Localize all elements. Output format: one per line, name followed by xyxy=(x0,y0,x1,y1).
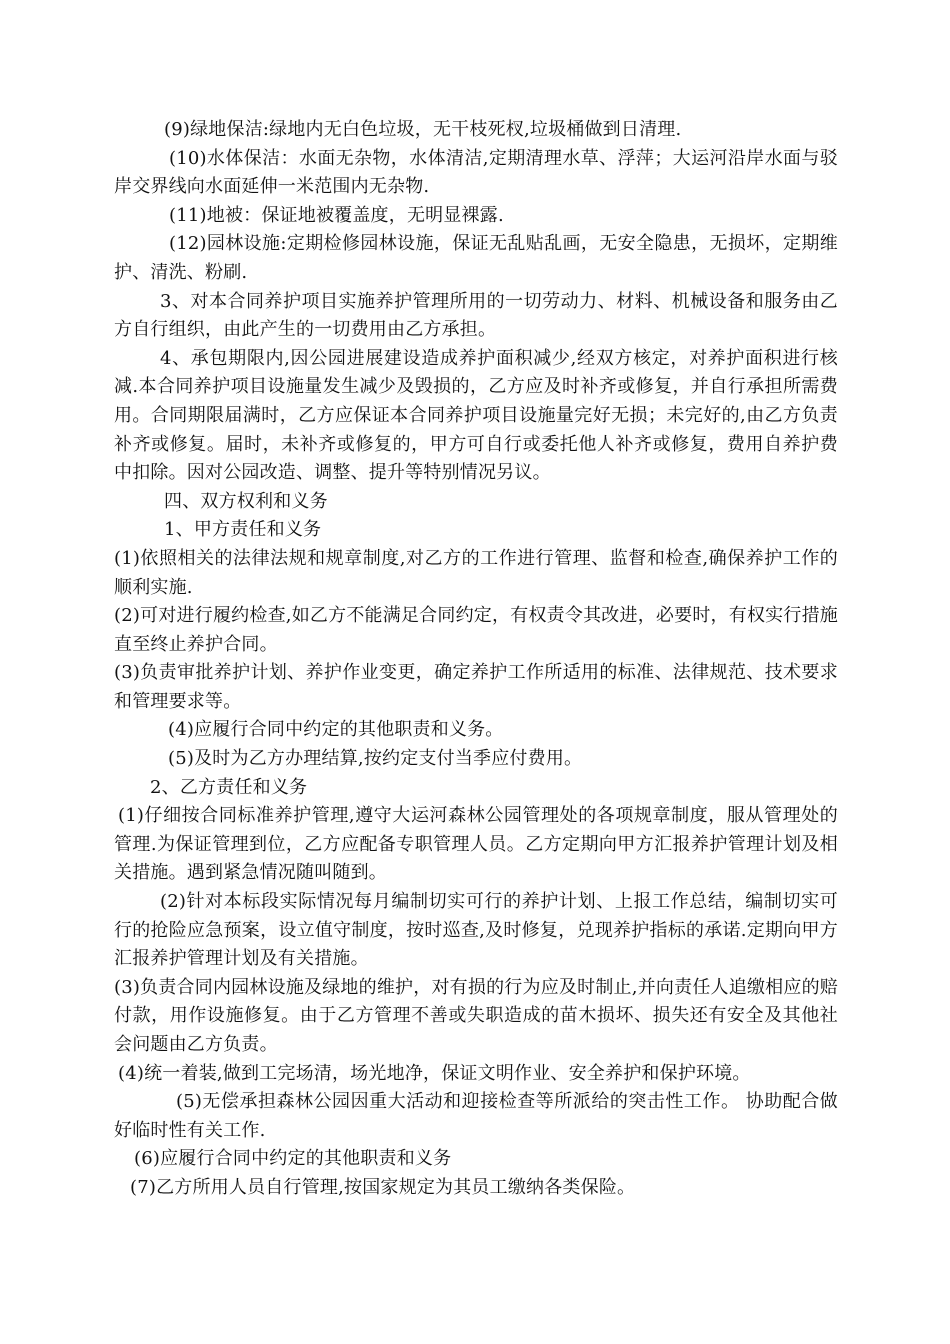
subsection-party-b-duties: 2、乙方责任和义务 xyxy=(150,776,308,798)
party-b-item-1: (1)仔细按合同标准养护管理,遵守大运河森林公园管理处的各项规章制度，服从管理处的管理.为保证管理到位，乙方应配备专职管理人员。乙方定期向甲方汇报养护管理计划及相关措施。遇到紧急情况随叫随到。 xyxy=(114,805,838,884)
party-a-item-2: (2)可对进行履约检查,如乙方不能满足合同约定，有权责令其改进，必要时，有权实行措施直至终止养护合同。 xyxy=(114,605,838,655)
party-a-item-1: (1)依照相关的法律法规和规章制度,对乙方的工作进行管理、监督和检查,确保养护工作的顺利实施. xyxy=(114,547,838,598)
section-heading-rights-obligations: 四、双方权利和义务 xyxy=(164,490,328,512)
party-b-item-7: (7)乙方所用人员自行管理,按国家规定为其员工缴纳各类保险。 xyxy=(130,1176,636,1198)
party-b-item-6: (6)应履行合同中约定的其他职责和义务 xyxy=(134,1148,452,1170)
clause-10-water-cleaning: (10)水体保洁：水面无杂物，水体清洁,定期清理水草、浮萍；大运河沿岸水面与驳岸交界线向水面延伸一米范围内无杂物. xyxy=(114,147,838,198)
party-b-item-5: (5)无偿承担森林公园因重大活动和迎接检查等所派给的突击性工作。 协助配合做好临时性有关工作. xyxy=(114,1091,838,1141)
clause-9-green-cleaning: (9)绿地保洁:绿地内无白色垃圾，无干枝死杈,垃圾桶做到日清理. xyxy=(164,119,682,140)
party-b-item-4: (4)统一着装,做到工完场清，场光地净，保证文明作业、安全养护和保护环境。 xyxy=(118,1062,751,1084)
clause-12-garden-facilities: (12)园林设施:定期检修园林设施，保证无乱贴乱画，无安全隐患，无损坏，定期维护、清洗、粉刷. xyxy=(114,233,838,283)
party-b-item-2: (2)针对本标段实际情况每月编制切实可行的养护计划、上报工作总结，编制切实可行的抢险应急预案，设立值守制度，按时巡查,及时修复，兑现养护指标的承诺.定期向甲方汇报养护管理计划及有关措施。 xyxy=(114,891,838,970)
party-a-item-5: (5)及时为乙方办理结算,按约定支付当季应付费用。 xyxy=(168,748,583,770)
party-b-item-3: (3)负责合同内园林设施及绿地的维护，对有损的行为应及时制止,并向责任人追缴相应的赔付款，用作设施修复。由于乙方管理不善或失职造成的苗木损坏、损失还有安全及其他社会问题由乙方负责。 xyxy=(114,976,838,1055)
clause-4-contract-period: 4、承包期限内,因公园进展建设造成养护面积减少,经双方核定，对养护面积进行核减.本合同养护项目设施量发生减少及毁损的，乙方应及时补齐或修复，并自行承担所需费用。合同期限届满时，乙方应保证本合同养护项目设施量完好无损；未完好的,由乙方负责补齐或修复。届时，未补齐或修复的，甲方可自行或委托他人补齐或修复，费用自养护费中扣除。因对公园改造、调整、提升等特别情况另议。 xyxy=(114,347,838,484)
subsection-party-a-duties: 1、甲方责任和义务 xyxy=(164,519,322,541)
party-a-item-4: (4)应履行合同中约定的其他职责和义务。 xyxy=(168,719,504,741)
clause-3-labor-materials: 3、对本合同养护项目实施养护管理所用的一切劳动力、材料、机械设备和服务由乙方自行组织，由此产生的一切费用由乙方承担。 xyxy=(114,290,838,341)
clause-11-ground-cover: (11)地被：保证地被覆盖度，无明显裸露. xyxy=(169,204,504,226)
document-body xyxy=(114,116,838,1203)
party-a-item-3: (3)负责审批养护计划、养护作业变更，确定养护工作所适用的标准、法律规范、技术要求和管理要求等。 xyxy=(114,662,838,712)
